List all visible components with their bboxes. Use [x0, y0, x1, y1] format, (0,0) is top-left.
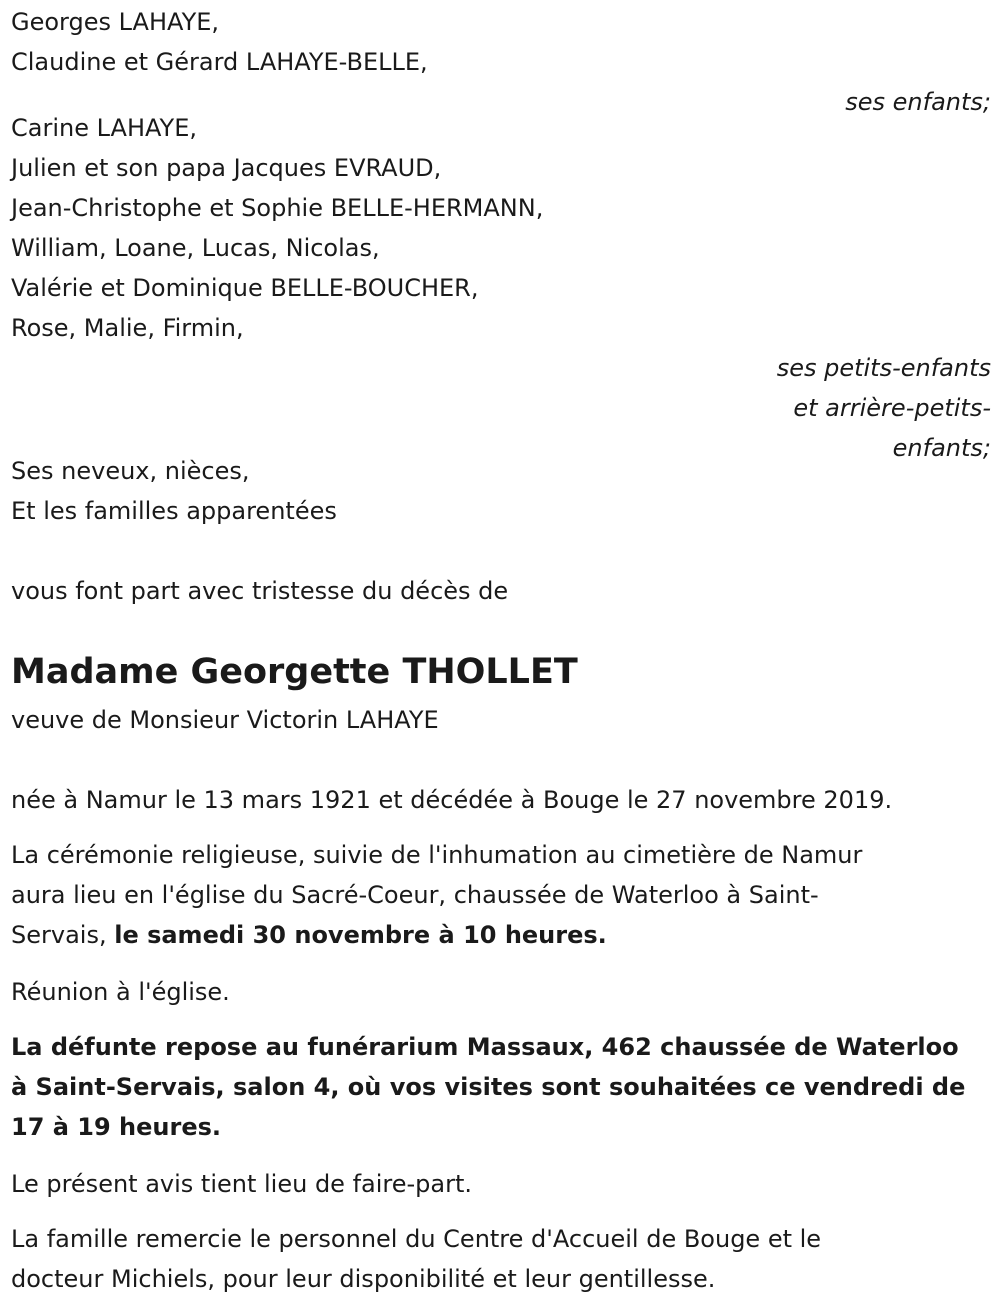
thanks-paragraph [11, 1219, 991, 1299]
grandchildren-role: ses petits-enfants [776, 354, 991, 382]
ceremony-line: aura lieu en l'église du Sacré-Coeur, chaussée de Waterloo à Saint- [11, 881, 819, 909]
deceased-spouse: veuve de Monsieur Victorin LAHAYE [11, 706, 439, 734]
children-block [11, 2, 991, 122]
ceremony-paragraph [11, 835, 991, 955]
grandchild-line: William, Loane, Lucas, Nicolas, [11, 234, 380, 262]
grandchild-line: Rose, Malie, Firmin, [11, 314, 244, 342]
obituary-notice [11, 0, 991, 1316]
relatives-line: Ses neveux, nièces, [11, 457, 250, 485]
ceremony-line [11, 915, 991, 955]
grandchild-line: Carine LAHAYE, [11, 114, 197, 142]
visitation-line: à Saint-Servais, salon 4, où vos visites sont souhaitées ce vendredi de [11, 1073, 966, 1101]
ceremony-date: le samedi 30 novembre à 10 heures. [114, 921, 607, 949]
birth-death-dates: née à Namur le 13 mars 1921 et décédée à Bouge le 27 novembre 2019. [11, 786, 893, 814]
grandchild-line: Valérie et Dominique BELLE-BOUCHER, [11, 274, 479, 302]
grandchild-line: Jean-Christophe et Sophie BELLE-HERMANN, [11, 194, 544, 222]
children-role: ses enfants; [845, 88, 991, 116]
grandchild-line: Julien et son papa Jacques EVRAUD, [11, 154, 442, 182]
deceased-name: Madame Georgette THOLLET [11, 652, 578, 692]
meeting-note: Réunion à l'église. [11, 978, 230, 1006]
thanks-line: docteur Michiels, pour leur disponibilité et leur gentillesse. [11, 1265, 716, 1293]
announcement: vous font part avec tristesse du décès de [11, 577, 509, 605]
thanks-line: La famille remercie le personnel du Centre d'Accueil de Bouge et le [11, 1225, 822, 1253]
faire-part-notice: Le présent avis tient lieu de faire-part. [11, 1170, 473, 1198]
ceremony-line-start: Servais, [11, 921, 115, 949]
child-line: Georges LAHAYE, [11, 8, 220, 36]
child-line: Claudine et Gérard LAHAYE-BELLE, [11, 48, 428, 76]
relatives-line: Et les familles apparentées [11, 497, 337, 525]
ceremony-line: La cérémonie religieuse, suivie de l'inhumation au cimetière de Namur [11, 841, 863, 869]
grandchildren-role: enfants; [892, 434, 991, 462]
visitation-paragraph [11, 1027, 991, 1147]
grandchildren-role: et arrière-petits- [793, 394, 991, 422]
visitation-line: La défunte repose au funérarium Massaux, 462 chaussée de Waterloo [11, 1033, 959, 1061]
grandchildren-block [11, 108, 991, 468]
visitation-line: 17 à 19 heures. [11, 1113, 222, 1141]
relatives-block [11, 451, 991, 531]
